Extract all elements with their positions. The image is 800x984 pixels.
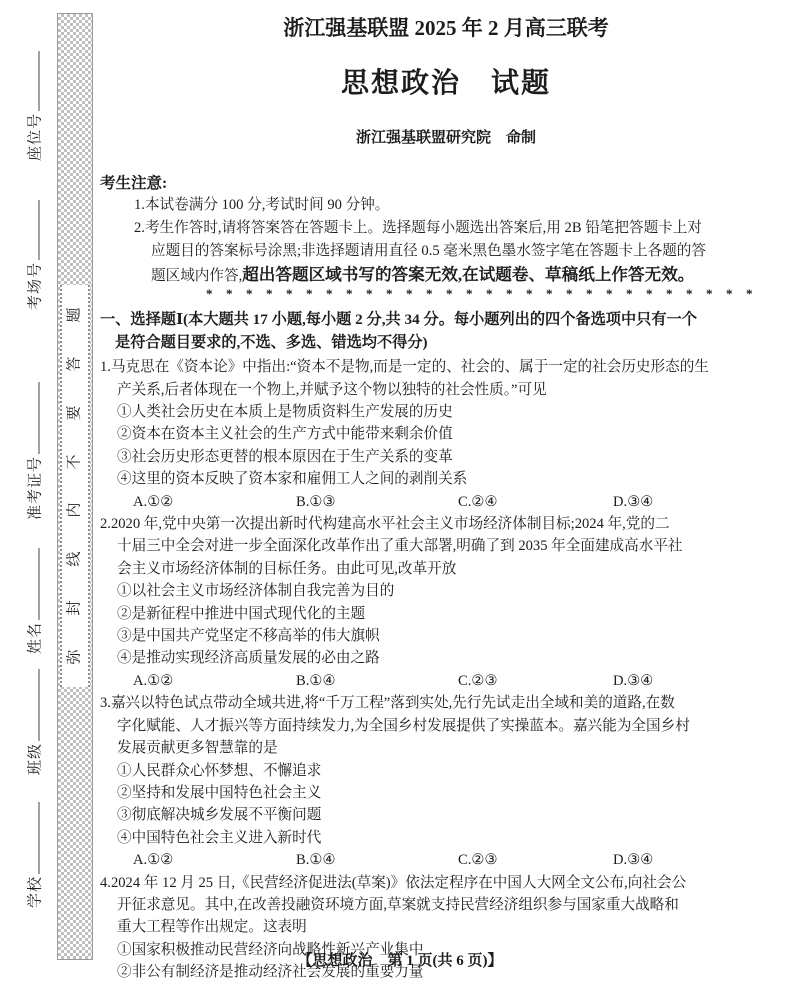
- option-cell: B.①④: [296, 852, 336, 869]
- fill-in-line: [25, 548, 40, 620]
- field-label: 姓名: [27, 621, 44, 655]
- statement-line: ④是推动实现经济高质量发展的必由之路: [117, 650, 380, 667]
- question-2: [100, 513, 792, 692]
- option-cell: C.②③: [458, 852, 498, 869]
- question-3: [100, 692, 792, 871]
- question-stem-line: 3.嘉兴以特色试点带动全域共进,将“千万工程”落到实处,先行先试走出全域和美的道路,在数: [100, 695, 675, 712]
- question-1: [100, 356, 792, 513]
- section-heading-line: 一、选择题Ⅰ(本大题共 17 小题,每小题 2 分,共 34 分。每小题列出的四个备选项中只有一个: [100, 311, 697, 328]
- notice-text: 题区域内作答,: [151, 268, 243, 284]
- option-cell: D.③④: [613, 493, 654, 510]
- questions-area: [100, 356, 792, 983]
- fill-in-line: [25, 382, 40, 454]
- fill-in-line: [25, 802, 40, 874]
- statement-line: ③彻底解决城乡发展不平衡问题: [117, 807, 322, 824]
- option-cell: A.①②: [133, 493, 174, 510]
- seal-line-text: [60, 285, 90, 687]
- main-content: [100, 0, 792, 984]
- statement-line: ①以社会主义市场经济体制自我完善为目的: [117, 583, 395, 600]
- statement-line: ①人民群众心怀梦想、不懈追求: [117, 762, 322, 779]
- fill-in-line: [25, 669, 40, 741]
- statement-line: ②非公有制经济是推动经济社会发展的重要力量: [117, 964, 424, 981]
- fill-in-line: [25, 51, 40, 111]
- statement-line: ④中国特色社会主义进入新时代: [117, 829, 322, 846]
- question-stem-line: 十届三中全会对进一步全面深化改革作出了重大部署,明确了到 2035 年全面建成高水平社: [117, 538, 683, 555]
- field-label: 座位号: [27, 112, 44, 162]
- question-stem-line: 产关系,后者体现在一个物上,并赋予这个物以独特的社会性质。”可见: [117, 381, 547, 398]
- options-row: [100, 670, 792, 692]
- option-cell: D.③④: [613, 852, 654, 869]
- exam-title: 浙江强基联盟 2025 年 2 月高三联考: [283, 16, 609, 40]
- notice-item-1: 1.本试卷满分 100 分,考试时间 90 分钟。: [134, 197, 390, 213]
- option-cell: B.①④: [296, 672, 336, 689]
- option-cell: B.①③: [296, 493, 336, 510]
- statement-line: ④这里的资本反映了资本家和雇佣工人之间的剥削关系: [117, 471, 468, 488]
- separator-stars: ****************************: [206, 288, 766, 301]
- seal-char: 题: [66, 307, 83, 323]
- statement-line: ①人类社会历史在本质上是物质资料生产发展的历史: [117, 404, 453, 420]
- statement-line: ②资本在资本主义社会的生产方式中能带来剩余价值: [117, 426, 453, 443]
- field-label: 考场号: [27, 261, 44, 311]
- subject-title: 思想政治 试题: [340, 68, 551, 99]
- question-stem-line: 2.2020 年,党中央第一次提出新时代构建高水平社会主义市场经济体制目标;2024 年,党的二: [100, 516, 670, 533]
- statement-line: ③社会历史形态更替的根本原因在于生产关系的变革: [117, 448, 453, 465]
- seal-char: 封: [66, 600, 83, 616]
- fill-in-line: [25, 200, 40, 260]
- notice-item-2-line: 应题目的答案标号涂黑;非选择题请用直径 0.5 毫米黑色墨水签字笔在答题卡上各题的答: [151, 243, 706, 259]
- field-label: 学校: [27, 875, 44, 909]
- question-stem-line: 重大工程等作出规定。这表明: [117, 919, 307, 936]
- option-cell: C.②③: [458, 672, 498, 689]
- seal-char: 线: [66, 551, 83, 567]
- question-stem-line: 开征求意见。其中,在改善投融资环境方面,草案就支持民营经济组织参与国家重大战略和: [117, 896, 679, 913]
- seal-char: 不: [66, 454, 83, 470]
- notice-item-2-line: 2.考生作答时,请将答案答在答题卡上。选择题每小题选出答案后,用 2B 铅笔把答题卡上对: [134, 220, 702, 236]
- seal-char: 答: [66, 356, 83, 372]
- seal-char: 要: [66, 405, 83, 421]
- options-row: [100, 849, 792, 871]
- option-cell: D.③④: [613, 672, 654, 689]
- field-label: 准考证号: [27, 455, 44, 521]
- notice-heading: 考生注意:: [100, 175, 168, 192]
- question-stem-line: 4.2024 年 12 月 25 日,《民营经济促进法(草案)》依法定程序在中国人大网全文公布,向社会公: [100, 874, 687, 891]
- seal-char: 内: [66, 502, 83, 518]
- option-cell: C.②④: [458, 493, 498, 510]
- field-label: 班级: [27, 742, 44, 776]
- question-stem-line: 发展贡献更多智慧靠的是: [117, 740, 278, 757]
- page-footer: 【思想政治 第 1 页(共 6 页)】: [297, 953, 503, 969]
- options-row: [100, 491, 792, 513]
- notice-warning-bold: 超出答题区域书写的答案无效,在试题卷、草稿纸上作答无效。: [242, 265, 695, 284]
- notice-item-2-line: [100, 263, 792, 288]
- statement-line: ②是新征程中推进中国式现代化的主题: [117, 605, 366, 622]
- statement-line: ①国家积极推动民营经济向战略性新兴产业集中: [117, 941, 424, 958]
- option-cell: A.①②: [133, 672, 174, 689]
- issuer-line: 浙江强基联盟研究院 命制: [355, 130, 536, 146]
- section-1-heading: [100, 309, 792, 354]
- question-stem-line: 1.马克思在《资本论》中指出:“资本不是物,而是一定的、社会的、属于一定的社会历史形态的生: [100, 359, 709, 376]
- statement-line: ②坚持和发展中国特色社会主义: [117, 784, 322, 801]
- statement-line: ③是中国共产党坚定不移高举的伟大旗帜: [117, 628, 380, 645]
- question-stem-line: 会主义市场经济体制的目标任务。由此可见,改革开放: [117, 560, 457, 577]
- question-stem-line: 字化赋能、人才振兴等方面持续发力,为全国乡村发展提供了实操蓝本。嘉兴能为全国乡村: [117, 717, 690, 734]
- seal-char: 弥: [66, 649, 83, 665]
- section-heading-line: 是符合题目要求的,不选、多选、错选均不得分): [115, 333, 428, 351]
- option-cell: A.①②: [133, 852, 174, 869]
